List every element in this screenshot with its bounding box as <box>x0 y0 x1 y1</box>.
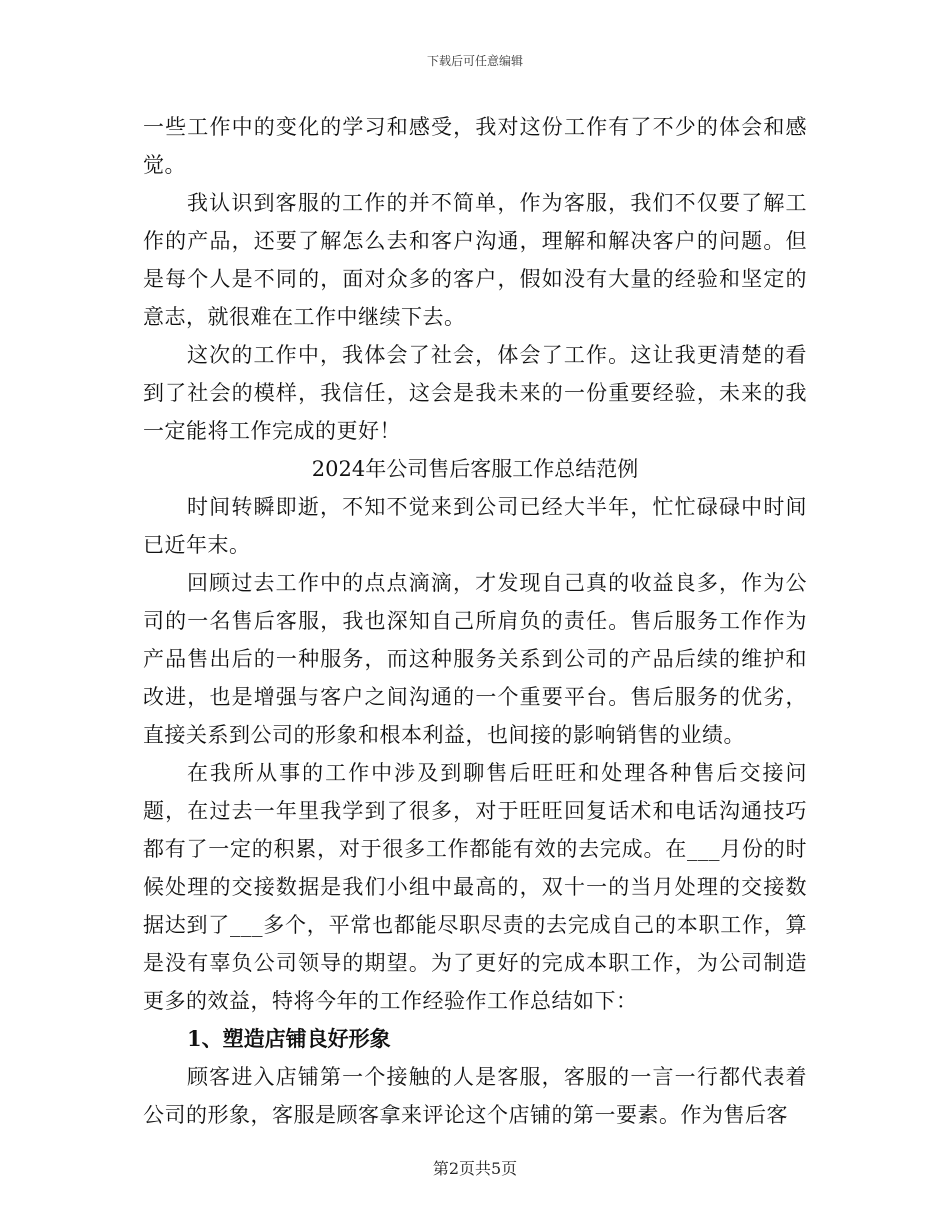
section-title: 2024年公司售后客服工作总结范例 <box>311 457 639 481</box>
document-body <box>143 108 807 1134</box>
paragraph: 一些工作中的变化的学习和感受，我对这份工作有了不少的体会和感觉。 <box>143 115 807 177</box>
paragraph: 时间转瞬即逝，不知不觉来到公司已经大半年，忙忙碌碌中时间已近年末。 <box>143 495 807 557</box>
paragraph: 这次的工作中，我体会了社会，体会了工作。这让我更清楚的看到了社会的模样，我信任，这会是我未来的一份重要经验，未来的我一定能将工作完成的更好！ <box>143 343 807 443</box>
paragraph: 顾客进入店铺第一个接触的人是客服，客服的一言一行都代表着公司的形象，客服是顾客拿来评论这个店铺的第一要素。作为售后客 <box>143 1065 807 1127</box>
paragraph: 我认识到客服的工作的并不简单，作为客服，我们不仅要了解工作的产品，还要了解怎么去和客户沟通，理解和解决客户的问题。但是每个人是不同的，面对众多的客户，假如没有大量的经验和坚定的意志，就很难在工作中继续下去。 <box>143 191 807 329</box>
paragraph: 回顾过去工作中的点点滴滴，才发现自己真的收益良多，作为公司的一名售后客服，我也深知自己所肩负的责任。售后服务工作作为产品售出后的一种服务，而这种服务关系到公司的产品后续的维护和改进，也是增强与客户之间沟通的一个重要平台。售后服务的优劣，直接关系到公司的形象和根本利益，也间接的影响销售的业绩。 <box>143 571 807 747</box>
page-header-note: 下载后可任意编辑 <box>426 54 523 68</box>
page-number: 第2页共5页 <box>432 1159 518 1178</box>
subheading: 1、塑造店铺良好形象 <box>187 1026 391 1051</box>
paragraph: 在我所从事的工作中涉及到聊售后旺旺和处理各种售后交接问题，在过去一年里我学到了很多，对于旺旺回复话术和电话沟通技巧都有了一定的积累，对于很多工作都能有效的去完成。在___月份的时候处理的交接数据是我们小组中最高的，双十一的当月处理的交接数据达到了___多个，平常也都能尽职尽责的去完成自己的本职工作，算是没有辜负公司领导的期望。为了更好的完成本职工作，为公司制造更多的效益，特将今年的工作经验作工作总结如下： <box>143 761 807 1013</box>
